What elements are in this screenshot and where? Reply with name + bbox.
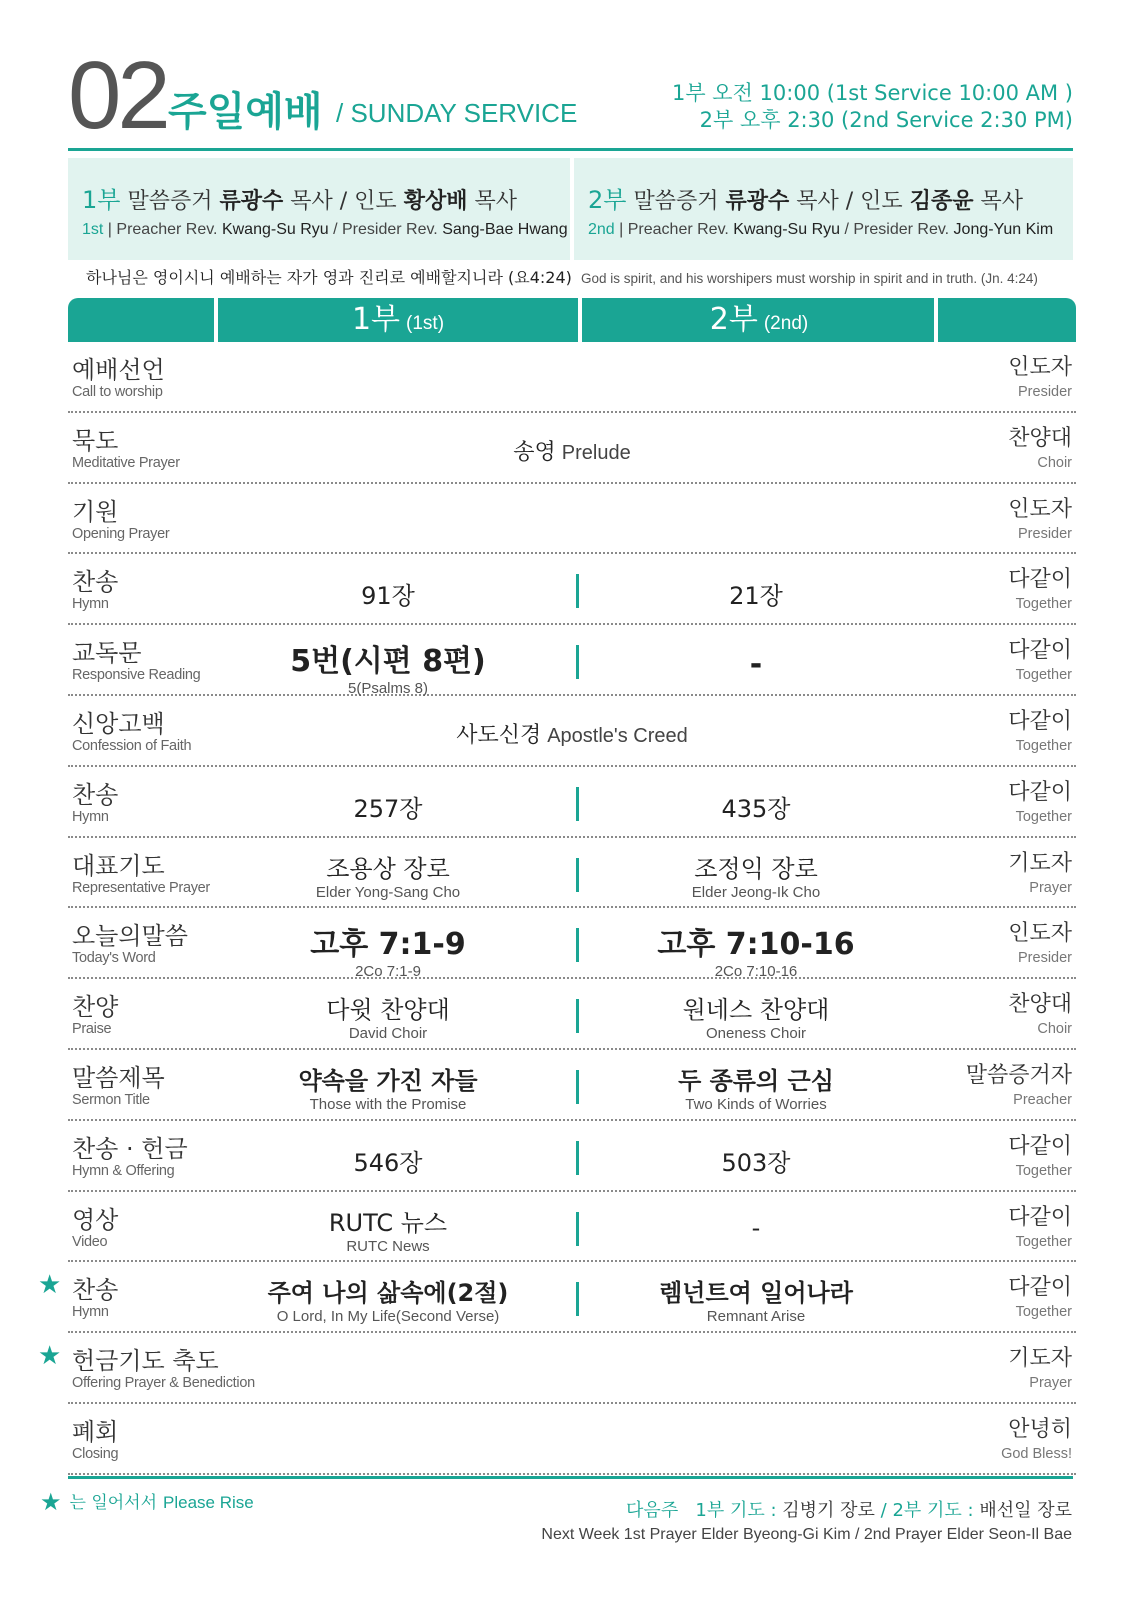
table-header bbox=[68, 298, 1076, 342]
role-ko: 다같이 bbox=[1008, 638, 1072, 664]
value-1st: 약속을 가진 자들 Those with the Promise bbox=[298, 1067, 478, 1113]
next-week-en: Next Week 1st Prayer Elder Byeong-Gi Kim / 2nd Prayer Elder Seon-Il Bae bbox=[541, 1526, 1072, 1543]
presider-name-en: Sang-Bae Hwang bbox=[442, 221, 568, 238]
star-icon: ★ bbox=[40, 1488, 62, 1516]
presider-label-en: / Presider Rev. bbox=[333, 221, 438, 238]
item-name-ko: 영상 bbox=[72, 1205, 119, 1234]
header-col-2nd: 2부 (2nd) bbox=[709, 302, 809, 337]
next-week-prayer bbox=[541, 1496, 1072, 1544]
item-name-en: Opening Prayer bbox=[72, 525, 170, 542]
role-en: Presider bbox=[1018, 950, 1072, 967]
section-number: 02 bbox=[68, 42, 167, 149]
role-ko: 말씀증거자 bbox=[965, 1063, 1072, 1088]
item-name-en: Today's Word bbox=[72, 950, 156, 967]
role-en: Prayer bbox=[1029, 879, 1072, 896]
role-ko: 기도자 bbox=[1008, 850, 1072, 876]
item-name-ko: 찬양 bbox=[72, 993, 119, 1022]
item-name-en: Representative Prayer bbox=[72, 879, 210, 896]
header-divider bbox=[934, 298, 938, 342]
role-ko: 다같이 bbox=[1008, 1275, 1072, 1301]
value-1st: 다윗 찬양대 David Choir bbox=[326, 996, 450, 1043]
presider-label: 인도 bbox=[860, 189, 903, 214]
item-name-en: Hymn bbox=[72, 596, 109, 613]
presider-name-en: Jong-Yun Kim bbox=[953, 221, 1054, 238]
preacher-name-en: Kwang-Su Ryu bbox=[221, 221, 329, 238]
value-2nd: 두 종류의 근심 Two Kinds of Worries bbox=[678, 1067, 834, 1113]
value-2nd: 조정익 장로 Elder Jeong-Ik Cho bbox=[691, 854, 821, 901]
presider-title: 목사 bbox=[474, 189, 517, 214]
value-1st: RUTC 뉴스 RUTC News bbox=[328, 1208, 448, 1255]
value-1st: 91장 bbox=[361, 582, 415, 611]
item-name-ko: 말씀제목 bbox=[72, 1064, 165, 1092]
role-en: Together bbox=[1015, 738, 1072, 754]
item-name-ko: 묵도 bbox=[72, 426, 119, 455]
please-rise-note bbox=[40, 1488, 254, 1516]
page-title-en: / SUNDAY SERVICE bbox=[336, 98, 578, 128]
footer-divider bbox=[68, 1476, 1073, 1479]
role-en: Together bbox=[1015, 1304, 1072, 1321]
column-divider bbox=[576, 645, 579, 679]
rise-en: Please Rise bbox=[163, 1493, 254, 1512]
role-en: Together bbox=[1015, 1162, 1072, 1179]
table-row bbox=[68, 625, 1076, 696]
service-times bbox=[672, 80, 1073, 134]
value-2nd: 고후 7:10-16 2Co 7:10-16 bbox=[657, 927, 855, 981]
role-ko: 안녕히 bbox=[1008, 1417, 1072, 1442]
scripture-verse bbox=[86, 265, 1076, 288]
value-2nd: - bbox=[749, 647, 763, 683]
role-ko: 찬양대 bbox=[1008, 425, 1072, 451]
presider-label-en: / Presider Rev. bbox=[844, 221, 950, 238]
service-label-en: 2nd bbox=[588, 221, 615, 238]
table-row bbox=[68, 413, 1076, 484]
preacher-name-en: Kwang-Su Ryu bbox=[733, 221, 841, 238]
value-2nd: 503장 bbox=[721, 1148, 791, 1177]
value-2nd: 원네스 찬양대 Oneness Choir bbox=[682, 996, 830, 1043]
role-ko: 인도자 bbox=[1008, 355, 1072, 380]
column-divider bbox=[576, 928, 579, 962]
page-header bbox=[68, 42, 1073, 151]
preacher-line-ko bbox=[588, 180, 1073, 215]
item-name-ko: 찬송 bbox=[72, 780, 119, 809]
table-row bbox=[68, 484, 1076, 555]
preach-label-en: | Preacher Rev. bbox=[107, 221, 218, 238]
role-en: Presider bbox=[1018, 384, 1072, 400]
next-week-ko: 다음주 1부 기도 : 김병기 장로 / 2부 기도 : 배선일 장로 bbox=[626, 1500, 1072, 1521]
value-1st: 5번(시편 8편) 5(Psalms 8) bbox=[290, 644, 486, 698]
preacher-box bbox=[68, 158, 1073, 260]
table-row bbox=[38, 1333, 1076, 1404]
preacher-line-en bbox=[588, 221, 1073, 239]
role-ko: 찬양대 bbox=[1008, 992, 1072, 1018]
column-divider bbox=[576, 1212, 579, 1246]
column-divider bbox=[576, 1141, 579, 1175]
rise-ko: 는 일어서서 bbox=[69, 1493, 158, 1513]
item-shared-value: 사도신경 Apostle's Creed bbox=[456, 723, 688, 748]
service-label: 2부 bbox=[588, 186, 627, 214]
role-en: God Bless! bbox=[1001, 1446, 1072, 1462]
table-row bbox=[68, 1050, 1076, 1121]
role-en: Presider bbox=[1018, 525, 1072, 542]
value-2nd: 435장 bbox=[721, 794, 791, 823]
table-row bbox=[68, 1121, 1076, 1192]
role-ko: 인도자 bbox=[1008, 921, 1072, 947]
table-row bbox=[68, 1192, 1076, 1263]
item-name-ko: 기원 bbox=[72, 497, 119, 526]
value-1st: 조용상 장로 Elder Yong-Sang Cho bbox=[315, 854, 461, 901]
table-row bbox=[68, 696, 1076, 767]
value-2nd: - bbox=[751, 1213, 761, 1242]
table-row bbox=[38, 1262, 1076, 1333]
preach-label: 말씀증거 bbox=[127, 189, 213, 214]
star-icon: ★ bbox=[38, 1341, 62, 1372]
role-en: Together bbox=[1015, 596, 1072, 613]
role-ko: 인도자 bbox=[1008, 496, 1072, 522]
table-row bbox=[68, 1404, 1076, 1475]
presider-name: 김종윤 bbox=[909, 189, 974, 214]
table-row bbox=[68, 554, 1076, 625]
role-ko: 다같이 bbox=[1008, 1204, 1072, 1230]
item-name-en: Hymn & Offering bbox=[72, 1162, 175, 1179]
role-en: Choir bbox=[1037, 1021, 1072, 1038]
role-ko: 다같이 bbox=[1008, 1133, 1072, 1159]
presider-name: 황상배 bbox=[403, 189, 468, 214]
column-divider bbox=[576, 1282, 579, 1316]
item-name-en: Closing bbox=[72, 1446, 119, 1462]
verse-en: God is spirit, and his worshipers must worship in spirit and in truth. (Jn. 4:24) bbox=[580, 271, 1038, 286]
item-name-ko: 찬송 bbox=[72, 568, 119, 597]
role-en: Together bbox=[1015, 667, 1072, 684]
column-divider bbox=[576, 787, 579, 821]
preacher-cell-1 bbox=[68, 158, 570, 260]
item-name-en: Hymn bbox=[72, 1304, 109, 1321]
role-en: Together bbox=[1015, 1233, 1072, 1250]
table-row bbox=[68, 767, 1076, 838]
role-ko: 다같이 bbox=[1008, 709, 1072, 734]
item-name-ko: 헌금기도 축도 bbox=[72, 1347, 219, 1376]
preacher-cell-2 bbox=[574, 158, 1073, 260]
column-divider bbox=[576, 999, 579, 1033]
value-2nd: 렘넌트여 일어나라 Remnant Arise bbox=[659, 1279, 853, 1326]
value-1st: 257장 bbox=[353, 794, 423, 823]
item-name-en: Meditative Prayer bbox=[72, 454, 180, 471]
item-name-en: Responsive Reading bbox=[72, 667, 201, 684]
role-en: Together bbox=[1015, 808, 1072, 825]
presider-title: 목사 bbox=[980, 189, 1023, 214]
verse-ko: 하나님은 영이시니 예배하는 자가 영과 진리로 예배할지니라 (요4:24) bbox=[86, 268, 572, 287]
item-name-ko: 대표기도 bbox=[72, 851, 165, 880]
item-name-en: Confession of Faith bbox=[72, 738, 192, 754]
preacher-line-en bbox=[82, 221, 570, 239]
item-name-en: Hymn bbox=[72, 808, 109, 825]
service-time-2: 2부 오후 2:30 (2nd Service 2:30 PM) bbox=[699, 108, 1073, 132]
column-divider bbox=[576, 858, 579, 892]
table-row bbox=[68, 908, 1076, 979]
preach-label-en: | Preacher Rev. bbox=[619, 221, 729, 238]
column-divider bbox=[576, 574, 579, 608]
item-name-ko: 찬송 bbox=[72, 1276, 119, 1305]
preacher-title: 목사 / bbox=[796, 189, 854, 214]
item-name-en: Praise bbox=[72, 1021, 112, 1038]
preacher-line-ko bbox=[82, 180, 570, 215]
table-row bbox=[68, 979, 1076, 1050]
role-en: Choir bbox=[1037, 454, 1072, 471]
item-shared-value: 송영 Prelude bbox=[513, 439, 631, 465]
role-ko: 다같이 bbox=[1008, 567, 1072, 593]
item-name-en: Offering Prayer & Benediction bbox=[72, 1375, 255, 1392]
item-name-ko: 교독문 bbox=[72, 639, 142, 668]
item-name-en: Sermon Title bbox=[72, 1092, 150, 1108]
item-name-ko: 폐회 bbox=[72, 1418, 119, 1446]
table-row bbox=[68, 342, 1076, 413]
role-en: Prayer bbox=[1029, 1375, 1072, 1392]
role-en: Preacher bbox=[1013, 1092, 1072, 1108]
role-ko: 다같이 bbox=[1008, 779, 1072, 805]
item-name-en: Call to worship bbox=[72, 384, 163, 400]
header-col-1st: 1부 (1st) bbox=[351, 302, 445, 337]
value-2nd: 21장 bbox=[729, 582, 783, 611]
item-name-ko: 예배선언 bbox=[72, 356, 165, 384]
page-title-ko: 주일예배 bbox=[168, 89, 323, 135]
role-ko: 기도자 bbox=[1008, 1346, 1072, 1372]
service-label-en: 1st bbox=[82, 221, 104, 238]
table-row bbox=[68, 838, 1076, 909]
star-icon: ★ bbox=[38, 1270, 62, 1301]
presider-label: 인도 bbox=[354, 189, 397, 214]
preach-label: 말씀증거 bbox=[633, 189, 719, 214]
preacher-name: 류광수 bbox=[219, 189, 284, 214]
item-name-ko: 오늘의말씀 bbox=[72, 922, 188, 951]
service-time-1: 1부 오전 10:00 (1st Service 10:00 AM ) bbox=[671, 81, 1073, 105]
preacher-title: 목사 / bbox=[290, 189, 348, 214]
preacher-name: 류광수 bbox=[725, 189, 790, 214]
item-name-ko: 찬송 · 헌금 bbox=[72, 1134, 188, 1163]
service-label: 1부 bbox=[82, 186, 121, 214]
item-name-ko: 신앙고백 bbox=[72, 710, 165, 738]
value-1st: 고후 7:1-9 2Co 7:1-9 bbox=[310, 927, 466, 981]
value-1st: 546장 bbox=[353, 1148, 423, 1177]
column-divider bbox=[576, 1070, 579, 1104]
item-name-en: Video bbox=[72, 1233, 108, 1250]
value-1st: 주여 나의 삶속에(2절) O Lord, In My Life(Second Verse) bbox=[267, 1279, 509, 1326]
